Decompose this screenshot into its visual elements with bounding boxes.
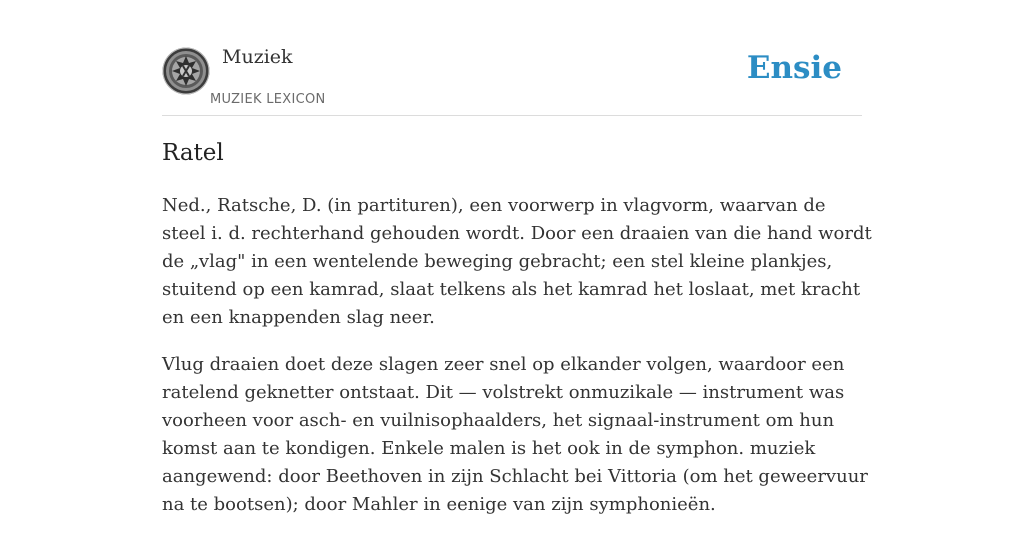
- article-body: [162, 192, 874, 538]
- article-paragraph: Vlug draaien doet deze slagen zeer snel op elkander volgen, waardoor een ratelend geknetter ontstaat. Dit — volstrekt onmuzikale — instrument was voorheen voor asch- en vuilnisophaalders, het signaal-instrument om hun komst aan te kondigen. Enkele malen is het ook in de symphon. muziek aangewend: door Beethoven in zijn Schlacht bei Vittoria (om het geweervuur na te bootsen); door Mahler in eenige van zijn symphonieën.: [162, 354, 868, 515]
- page-title: Ratel: [162, 140, 224, 166]
- article-paragraph: Ned., Ratsche, D. (in partituren), een voorwerp in vlagvorm, waarvan de steel i. d. rechterhand gehouden wordt. Door een draaien van die hand wordt de „vlag" in een wentelende beweging gebracht; een stel kleine plankjes, stuitend op een kamrad, slaat telkens als het kamrad het loslaat, met kracht en een knappenden slag neer.: [162, 195, 872, 328]
- ensie-logo-link[interactable]: Ensie: [746, 50, 842, 86]
- muziek-emblem-icon[interactable]: [162, 47, 210, 95]
- site-subtitle: MUZIEK LEXICON: [210, 92, 326, 107]
- site-title[interactable]: Muziek: [222, 46, 293, 68]
- site-header: [162, 40, 862, 116]
